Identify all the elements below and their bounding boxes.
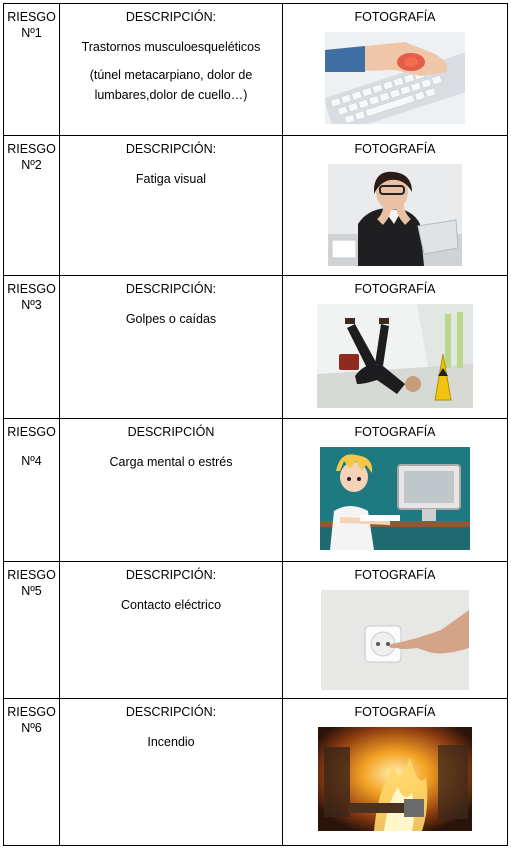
description-cell	[60, 136, 283, 276]
description-cell	[60, 419, 283, 562]
table-row	[4, 419, 508, 562]
risk-cell	[4, 419, 60, 562]
risk-label: RIESGO	[7, 425, 56, 439]
slip-fall-photo	[317, 304, 473, 408]
risk-cell	[4, 276, 60, 419]
electric-socket-photo	[321, 590, 469, 690]
risk-description: Incendio	[147, 735, 195, 749]
risk-table	[3, 3, 508, 846]
table-row	[4, 136, 508, 276]
tired-eyes-photo	[328, 164, 462, 266]
description-cell	[60, 562, 283, 699]
photo-header: FOTOGRAFÍA	[354, 282, 436, 296]
table-row	[4, 276, 508, 419]
risk-label: RIESGO	[7, 568, 56, 582]
table-row	[4, 562, 508, 699]
photo-header: FOTOGRAFÍA	[354, 425, 436, 439]
risk-detail: lumbares,dolor de cuello…)	[94, 88, 248, 102]
table-row	[4, 4, 508, 136]
photo-cell	[283, 136, 508, 276]
risk-number: Nº1	[21, 26, 42, 40]
table-row	[4, 699, 508, 846]
risk-label: RIESGO	[7, 282, 56, 296]
risk-label: RIESGO	[7, 10, 56, 24]
description-cell	[60, 4, 283, 136]
photo-cell	[283, 562, 508, 699]
risk-number: Nº5	[21, 584, 42, 598]
photo-header: FOTOGRAFÍA	[354, 10, 436, 24]
office-fire-photo	[318, 727, 472, 831]
stress-illustration	[320, 447, 470, 550]
risk-cell	[4, 136, 60, 276]
description-cell	[60, 276, 283, 419]
photo-cell	[283, 419, 508, 562]
risk-number: Nº2	[21, 158, 42, 172]
description-header: DESCRIPCIÓN:	[125, 568, 217, 582]
risk-description: Contacto eléctrico	[120, 598, 222, 612]
risk-label: RIESGO	[7, 142, 56, 156]
description-header: DESCRIPCIÓN:	[125, 705, 217, 719]
photo-cell	[283, 699, 508, 846]
risk-description: Golpes o caídas	[125, 312, 217, 326]
photo-header: FOTOGRAFÍA	[354, 568, 436, 582]
risk-number: Nº6	[21, 721, 42, 735]
description-header: DESCRIPCIÓN:	[125, 10, 217, 24]
description-header: DESCRIPCIÓN:	[125, 282, 217, 296]
risk-number: Nº3	[21, 298, 42, 312]
wrist-pain-photo	[325, 32, 465, 124]
risk-cell	[4, 562, 60, 699]
photo-cell	[283, 4, 508, 136]
photo-cell	[283, 276, 508, 419]
risk-description: Carga mental o estrés	[109, 455, 233, 469]
risk-description: Trastornos musculoesqueléticos	[81, 40, 261, 54]
description-cell	[60, 699, 283, 846]
risk-cell	[4, 699, 60, 846]
risk-number: Nº4	[21, 454, 42, 468]
photo-header: FOTOGRAFÍA	[354, 142, 436, 156]
description-header: DESCRIPCIÓN	[127, 425, 215, 439]
risk-description: Fatiga visual	[135, 172, 207, 186]
description-header: DESCRIPCIÓN:	[125, 142, 217, 156]
risk-label: RIESGO	[7, 705, 56, 719]
risk-detail: (túnel metacarpiano, dolor de	[89, 68, 253, 82]
risk-cell	[4, 4, 60, 136]
photo-header: FOTOGRAFÍA	[354, 705, 436, 719]
